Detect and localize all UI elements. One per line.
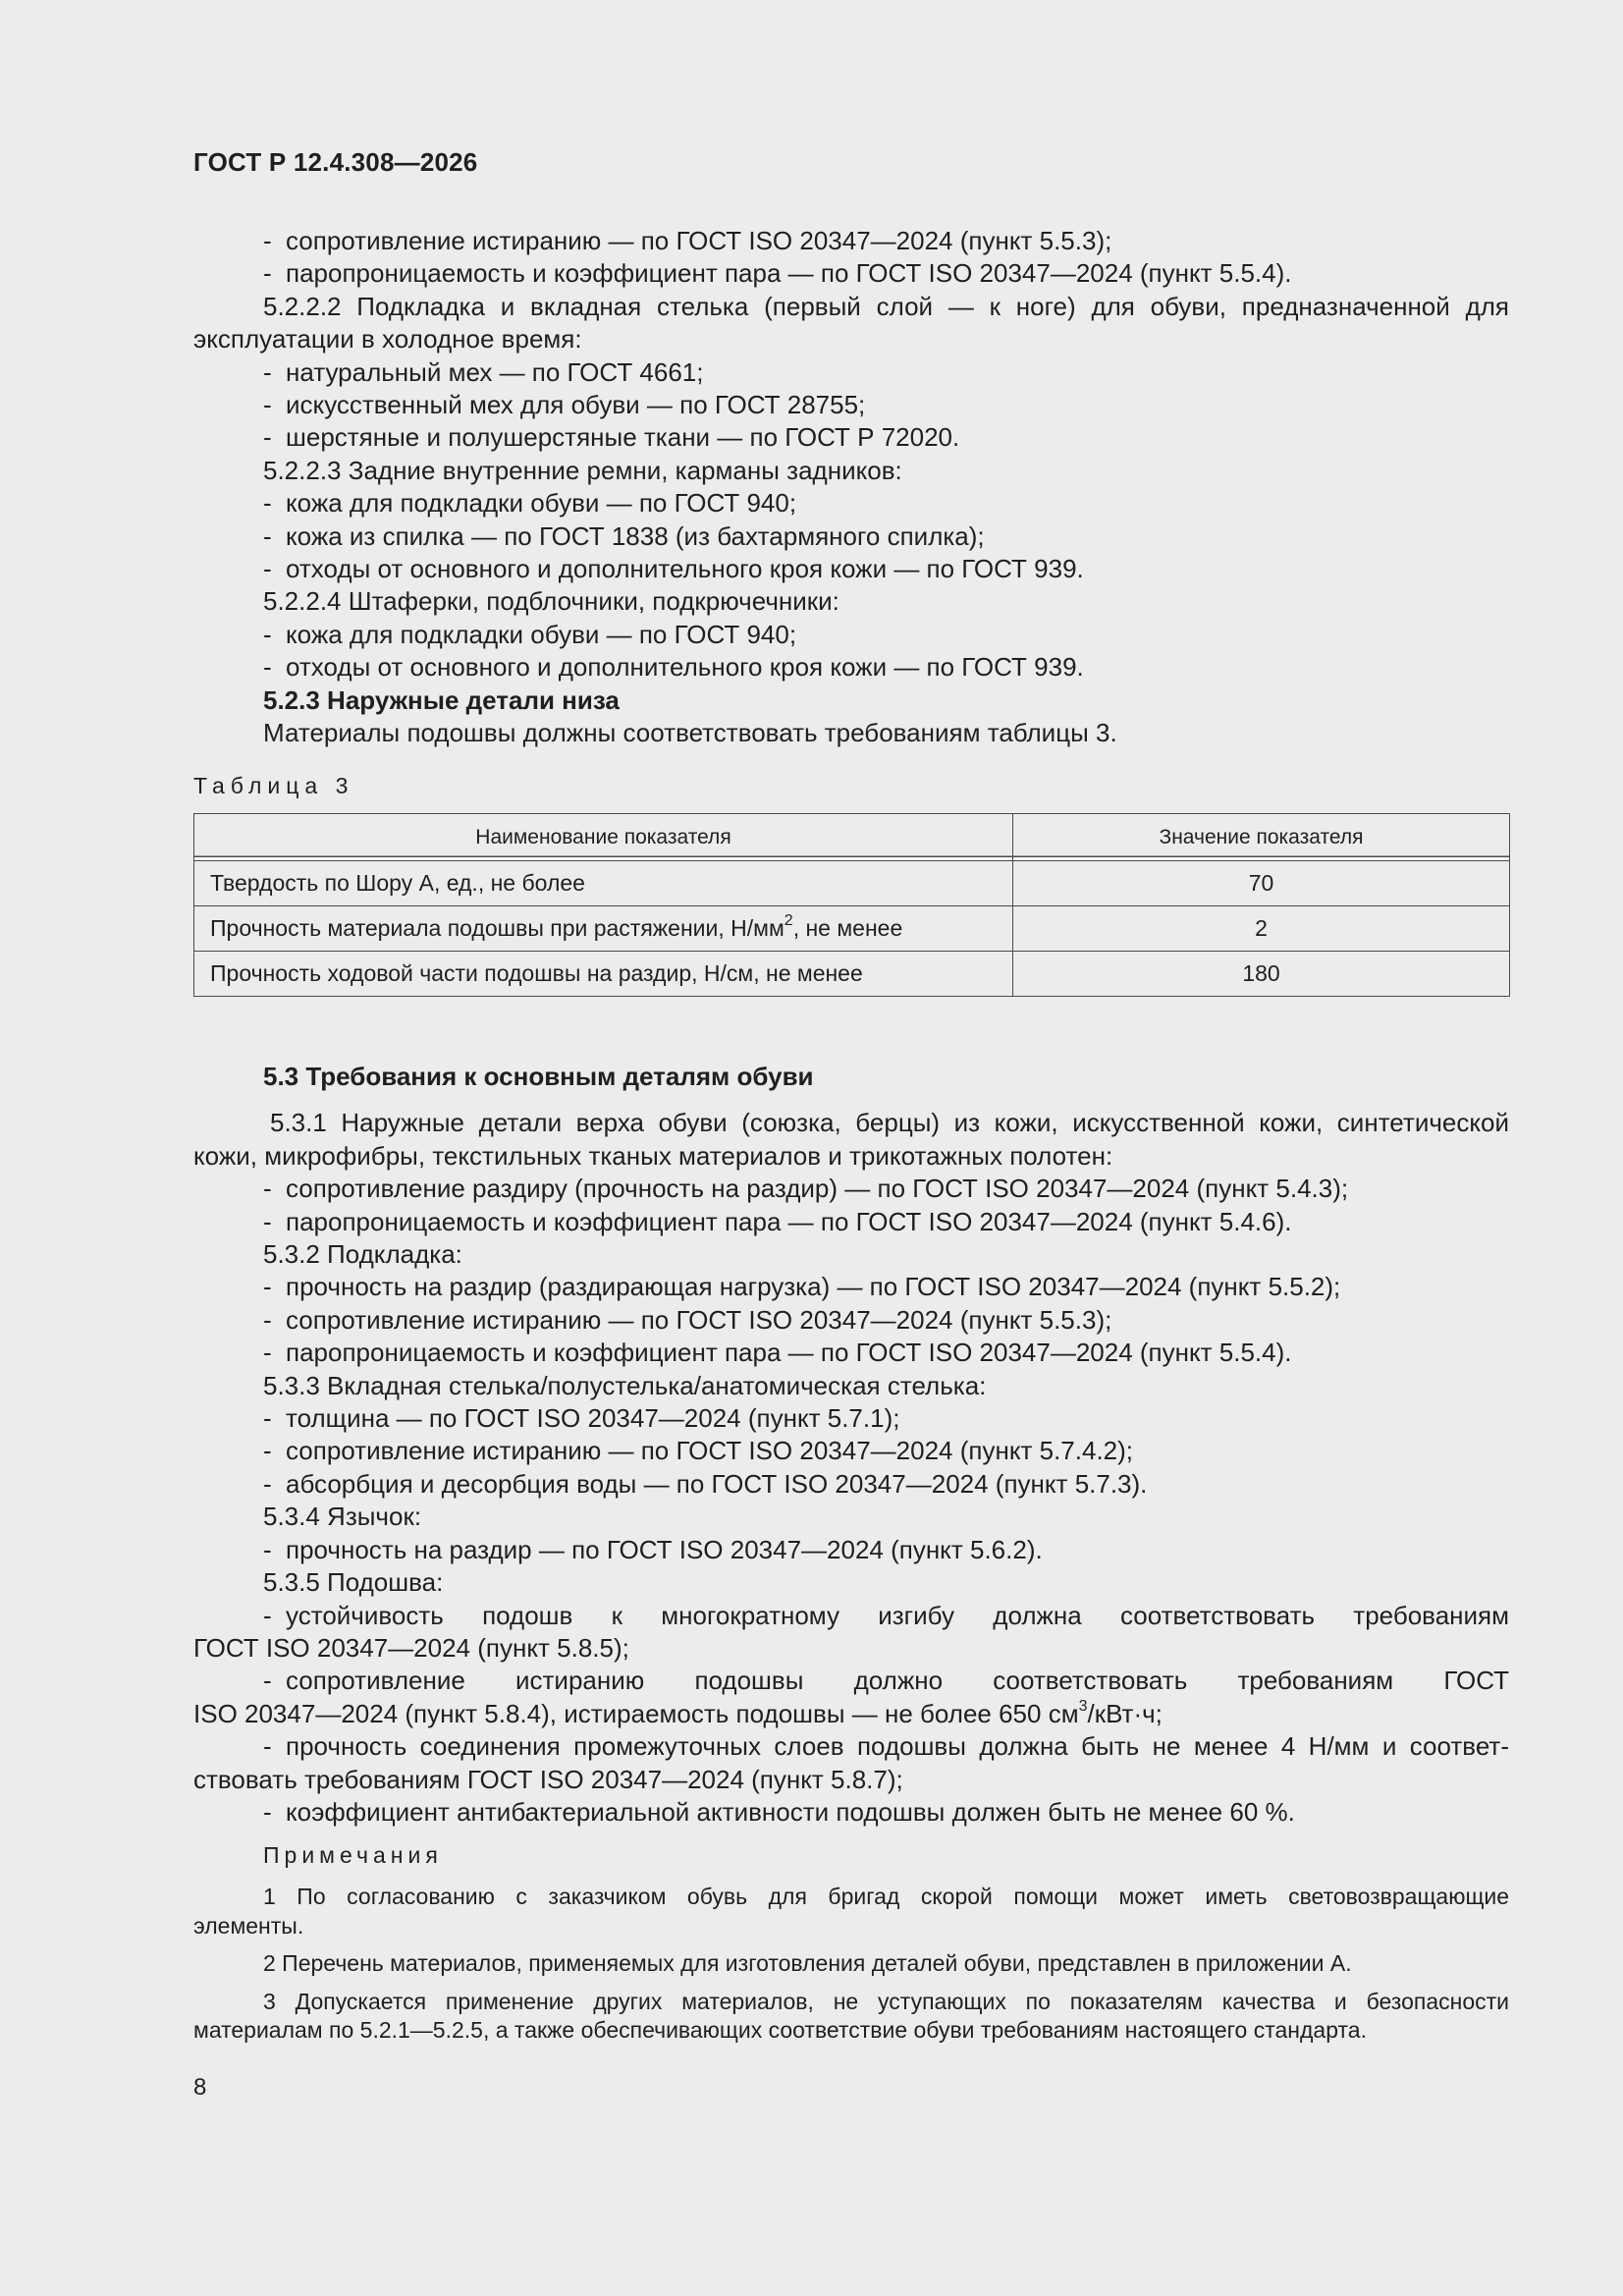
list-item: - сопротивление истиранию — по ГОСТ ISO 20347—2024 (пункт 5.5.3); bbox=[263, 1304, 1112, 1335]
list-item: - кожа из спилка — по ГОСТ 1838 (из бахтармяного спилка); bbox=[263, 520, 985, 551]
paragraph-5-2-2-4-title: 5.2.2.4 Штаферки, подблочники, подкрючечники: bbox=[263, 586, 839, 617]
notes-title: Примечания bbox=[263, 1842, 443, 1868]
list-item: - сопротивление истиранию — по ГОСТ ISO 20347—2024 (пункт 5.7.4.2); bbox=[263, 1436, 1134, 1466]
paragraph-5-3-4-title: 5.3.4 Язычок: bbox=[263, 1502, 422, 1532]
table-row bbox=[194, 906, 1510, 952]
list-item: - паропроницаемость и коэффициент пара — по ГОСТ ISO 20347—2024 (пункт 5.5.4). bbox=[263, 1338, 1292, 1368]
list-item-continuation: ISO 20347—2024 (пункт 5.8.4), истираемость подошвы — не более 650 $см^3/кВт\cdot ч$; bbox=[193, 1698, 1163, 1728]
table-3 bbox=[193, 813, 1510, 997]
section-5-3-block bbox=[193, 1061, 1509, 1829]
notes-block bbox=[193, 1842, 1509, 2046]
list-item: - прочность на раздир — по ГОСТ ISO 20347—2024 (пункт 5.6.2). bbox=[263, 1534, 1043, 1564]
section-5-2-2-block bbox=[193, 225, 1509, 750]
list-item: - сопротивление раздиру (прочность на раздир) — по ГОСТ ISO 20347—2024 (пункт 5.4.3); bbox=[263, 1174, 1349, 1204]
list-item: - шерстяные и полушерстяные ткани — по ГОСТ Р 72020. bbox=[263, 422, 960, 453]
paragraph-5-2-2-2-line2: эксплуатации в холодное время: bbox=[193, 324, 582, 355]
section-5-2-3-text: Материалы подошвы должны соответствовать требованиям таблицы 3. bbox=[263, 718, 1117, 748]
paragraph-5-3-5-title: 5.3.5 Подошва: bbox=[263, 1567, 444, 1598]
note-2: 2 Перечень материалов, применяемых для изготовления деталей обуви, представлен в приложении А. bbox=[263, 1950, 1352, 1976]
list-item: - искусственный мех для обуви — по ГОСТ 28755; bbox=[263, 390, 866, 420]
list-item: - прочность на раздир (раздирающая нагрузка) — по ГОСТ ISO 20347—2024 (пункт 5.5.2); bbox=[263, 1272, 1341, 1302]
list-item-continuation: ГОСТ ISO 20347—2024 (пункт 5.8.5); bbox=[193, 1632, 629, 1663]
paragraph-5-3-3-title: 5.3.3 Вкладная стелька/полустелька/анатомическая стелька: bbox=[263, 1370, 987, 1400]
list-item: - устойчивость подошв к многократному изгибу должна соответствовать требованиям bbox=[263, 1600, 1509, 1630]
list-item: - прочность соединения промежуточных слоев подошвы должна быть не менее 4 Н/мм и соответ- bbox=[263, 1731, 1509, 1762]
table-caption: Таблица 3 bbox=[193, 773, 354, 798]
paragraph-5-3-1-line1: 5.3.1 Наружные детали верха обуви (союзка, берцы) из кожи, искусственной кожи, синтетической bbox=[270, 1108, 1509, 1138]
list-item: - паропроницаемость и коэффициент пара — по ГОСТ ISO 20347—2024 (пункт 5.5.4). bbox=[263, 258, 1292, 289]
table-row bbox=[194, 952, 1510, 997]
list-item: - сопротивление истиранию — по ГОСТ ISO 20347—2024 (пункт 5.5.3); bbox=[263, 226, 1112, 255]
document-code-header: ГОСТ Р 12.4.308—2026 bbox=[193, 147, 478, 177]
table-cell-value: 180 bbox=[1013, 952, 1510, 997]
list-item: - паропроницаемость и коэффициент пара — по ГОСТ ISO 20347—2024 (пункт 5.4.6). bbox=[263, 1206, 1292, 1236]
section-5-3-heading: 5.3 Требования к основным деталям обуви bbox=[263, 1062, 814, 1091]
table-cell-name: Твердость по Шору А, ед., не более bbox=[194, 861, 1013, 906]
list-item: - абсорбция и десорбция воды — по ГОСТ ISO 20347—2024 (пункт 5.7.3). bbox=[263, 1468, 1148, 1499]
table-row bbox=[194, 861, 1510, 906]
paragraph-5-3-1-line2: кожи, микрофибры, текстильных тканых материалов и трикотажных полотен: bbox=[193, 1140, 1113, 1171]
table-cell-name: Прочность материала подошвы при растяжении, $Н/мм^2$, не менее bbox=[194, 906, 1013, 952]
list-item: - отходы от основного и дополнительного кроя кожи — по ГОСТ 939. bbox=[263, 652, 1084, 683]
list-item: - натуральный мех — по ГОСТ 4661; bbox=[263, 356, 704, 387]
paragraph-5-3-2-title: 5.3.2 Подкладка: bbox=[263, 1239, 462, 1270]
paragraph-5-2-2-2-line1: 5.2.2.2 Подкладка и вкладная стелька (первый слой — к ноге) для обуви, предназначенной для bbox=[263, 291, 1509, 321]
list-item: - коэффициент антибактериальной активности подошвы должен быть не менее 60 %. bbox=[263, 1796, 1295, 1827]
list-item: - кожа для подкладки обуви — по ГОСТ 940; bbox=[263, 619, 797, 649]
list-item: - сопротивление истиранию подошвы должно соответствовать требованиям ГОСТ bbox=[263, 1666, 1509, 1696]
paragraph-5-2-2-3-title: 5.2.2.3 Задние внутренние ремни, карманы задников: bbox=[263, 455, 902, 485]
table-cell-value: 70 bbox=[1013, 861, 1510, 906]
table-header-row bbox=[194, 814, 1510, 861]
note-1-line1: 1 По согласованию с заказчиком обувь для бригад скорой помощи может иметь световозвращающие bbox=[263, 1884, 1509, 1909]
column-header-name: Наименование показателя bbox=[194, 814, 1013, 861]
list-item: - отходы от основного и дополнительного кроя кожи — по ГОСТ 939. bbox=[263, 554, 1084, 584]
table-cell-name: Прочность ходовой части подошвы на раздир, Н/см, не менее bbox=[194, 952, 1013, 997]
section-5-2-3-heading: 5.2.3 Наружные детали низа bbox=[263, 684, 620, 715]
note-1-line2: элементы. bbox=[193, 1912, 304, 1939]
list-item: - кожа для подкладки обуви — по ГОСТ 940; bbox=[263, 488, 797, 519]
list-item: - толщина — по ГОСТ ISO 20347—2024 (пункт 5.7.1); bbox=[263, 1403, 900, 1434]
column-header-value: Значение показателя bbox=[1013, 814, 1510, 861]
note-3-line2: материалам по 5.2.1—5.2.5, а также обеспечивающих соответствие обуви требованиям настоящего стандарта. bbox=[193, 2017, 1367, 2043]
page-number: 8 bbox=[193, 2074, 207, 2101]
table-cell-value: 2 bbox=[1013, 906, 1510, 952]
note-3-line1: 3 Допускается применение других материалов, не уступающих по показателям качества и безопасности bbox=[263, 1988, 1509, 2014]
list-item-continuation: ствовать требованиям ГОСТ ISO 20347—2024 (пункт 5.8.7); bbox=[193, 1764, 903, 1794]
